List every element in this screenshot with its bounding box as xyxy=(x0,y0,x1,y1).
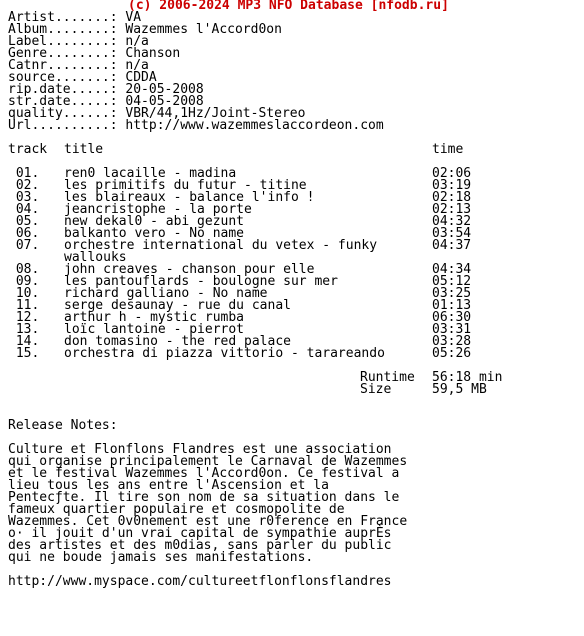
track-title: les blaireaux - balance l'info ! xyxy=(64,190,315,205)
track-number: 13. xyxy=(8,322,40,337)
meta-value: n/a xyxy=(125,34,149,49)
size-row xyxy=(8,384,578,396)
track-number: 05. xyxy=(8,214,40,229)
track-number: 15. xyxy=(8,346,40,361)
track-title: orchestra di piazza vittorio - tarareando xyxy=(64,346,385,361)
release-info xyxy=(8,12,578,132)
meta-value: n/a xyxy=(125,58,149,73)
track-number: 07. xyxy=(8,238,40,253)
notes-line: fameux quartier populaire et cosmopolite de xyxy=(8,502,345,517)
meta-label: source.......: xyxy=(8,70,118,85)
track-title: don tomasino - the red palace xyxy=(64,334,291,349)
track-number: 09. xyxy=(8,274,40,289)
notes-line: Culture et Flonflons Flandres est une association xyxy=(8,442,392,457)
track-number: 08. xyxy=(8,262,40,277)
track-time: 06:30 xyxy=(432,310,472,325)
col-time-header: time xyxy=(432,142,464,157)
track-title: les pantouflards - boulogne sur mer xyxy=(64,274,338,289)
meta-label: Artist.......: xyxy=(8,10,118,25)
meta-label: quality......: xyxy=(8,106,118,121)
tracklist xyxy=(8,168,578,360)
notes-line: Wazemmes. Cet 0v0nement est une r0ference en France xyxy=(8,514,408,529)
track-title: orchestre international du vetex - funky xyxy=(64,238,378,253)
notes-line: des artistes et des m0dias, sans parler du public xyxy=(8,538,392,553)
size-label: Size xyxy=(360,382,392,397)
track-time: 02:18 xyxy=(432,190,472,205)
track-title: new dekal0 - abi gezunt xyxy=(64,214,245,229)
release-summary xyxy=(8,372,578,396)
track-title-cont: wallouks xyxy=(64,250,127,265)
meta-value: Chanson xyxy=(125,46,181,61)
release-notes-heading: Release Notes: xyxy=(8,418,118,433)
notes-line: Pentecƒte. Il tire son nom de sa situation dans le xyxy=(8,490,400,505)
track-time: 04:32 xyxy=(432,214,472,229)
album-url-link[interactable]: http://www.wazemmeslaccordeon.com xyxy=(125,118,384,133)
runtime-row xyxy=(8,372,578,384)
track-time: 03:19 xyxy=(432,178,472,193)
track-number: 06. xyxy=(8,226,40,241)
runtime-label: Runtime xyxy=(360,370,415,385)
notes-line: lieu tous les ans entre l'Ascension et la xyxy=(8,478,329,493)
track-time: 03:31 xyxy=(432,322,472,337)
meta-value: 20-05-2008 xyxy=(125,82,204,97)
track-title: serge desaunay - rue du canal xyxy=(64,298,291,313)
myspace-link[interactable]: http://www.myspace.com/cultureetflonflonsflandres xyxy=(8,574,392,589)
track-time: 01:13 xyxy=(432,298,472,313)
track-time: 03:28 xyxy=(432,334,472,349)
track-title: loïc lantoine - pierrot xyxy=(64,322,245,337)
meta-value: Wazemmes l'Accord0on xyxy=(125,22,282,37)
meta-label: Genre........: xyxy=(8,46,118,61)
track-number: 14. xyxy=(8,334,40,349)
notes-line: qui ne boude jamais ses manifestations. xyxy=(8,550,314,565)
track-time: 03:25 xyxy=(432,286,472,301)
tracklist-header xyxy=(8,144,578,156)
track-title: arthur h - mystic rumba xyxy=(64,310,245,325)
meta-label: rip.date.....: xyxy=(8,82,118,97)
track-number: 12. xyxy=(8,310,40,325)
runtime-value: 56:18 min xyxy=(432,370,503,385)
track-number: 04. xyxy=(8,202,40,217)
track-title: john creaves - chanson pour elle xyxy=(64,262,315,277)
meta-value: 04-05-2008 xyxy=(125,94,204,109)
track-time: 05:12 xyxy=(432,274,472,289)
blank-line xyxy=(8,396,578,408)
meta-value: CDDA xyxy=(125,70,157,85)
track-title: ren0 lacaille - madina xyxy=(64,166,237,181)
track-time: 04:37 xyxy=(432,238,472,253)
site-header: (c) 2006-2024 MP3 NFO Database [nfodb.ru] xyxy=(128,0,449,13)
size-value: 59,5 MB xyxy=(432,382,487,397)
meta-value: VA xyxy=(125,10,142,25)
meta-label: Label........: xyxy=(8,34,118,49)
track-row xyxy=(8,348,578,360)
meta-label: Catnr........: xyxy=(8,58,118,73)
track-time: 04:34 xyxy=(432,262,472,277)
meta-label: str.date.....: xyxy=(8,94,118,109)
track-title: les primitifs du futur - titine xyxy=(64,178,307,193)
meta-value: VBR/44,1Hz/Joint-Stereo xyxy=(125,106,306,121)
col-title-header: title xyxy=(64,142,104,157)
track-time: 05:26 xyxy=(432,346,472,361)
track-time: 02:13 xyxy=(432,202,472,217)
nfo-document xyxy=(8,0,578,588)
meta-label: Album........: xyxy=(8,22,118,37)
track-number: 02. xyxy=(8,178,40,193)
track-time: 03:54 xyxy=(432,226,472,241)
notes-line: et le festival Wazemmes l'Accord0on. Ce festival a xyxy=(8,466,400,481)
track-time: 02:06 xyxy=(432,166,472,181)
track-number: 03. xyxy=(8,190,40,205)
track-number: 10. xyxy=(8,286,40,301)
track-title: jeancristophe - la porte xyxy=(64,202,252,217)
col-track-header: track xyxy=(8,142,48,157)
track-number: 11. xyxy=(8,298,40,313)
release-notes-body xyxy=(8,444,578,564)
track-number: 01. xyxy=(8,166,40,181)
notes-line: qui organise principalement le Carnaval de Wazemmes xyxy=(8,454,408,469)
meta-label: Url..........: xyxy=(8,118,118,133)
notes-line: o· il jouit d'un vrai capital de sympathie auprÈs xyxy=(8,526,392,541)
myspace-link-row xyxy=(8,576,578,588)
meta-url xyxy=(8,120,578,132)
track-title: balkanto vero - No name xyxy=(64,226,245,241)
track-title: richard galliano - No name xyxy=(64,286,268,301)
